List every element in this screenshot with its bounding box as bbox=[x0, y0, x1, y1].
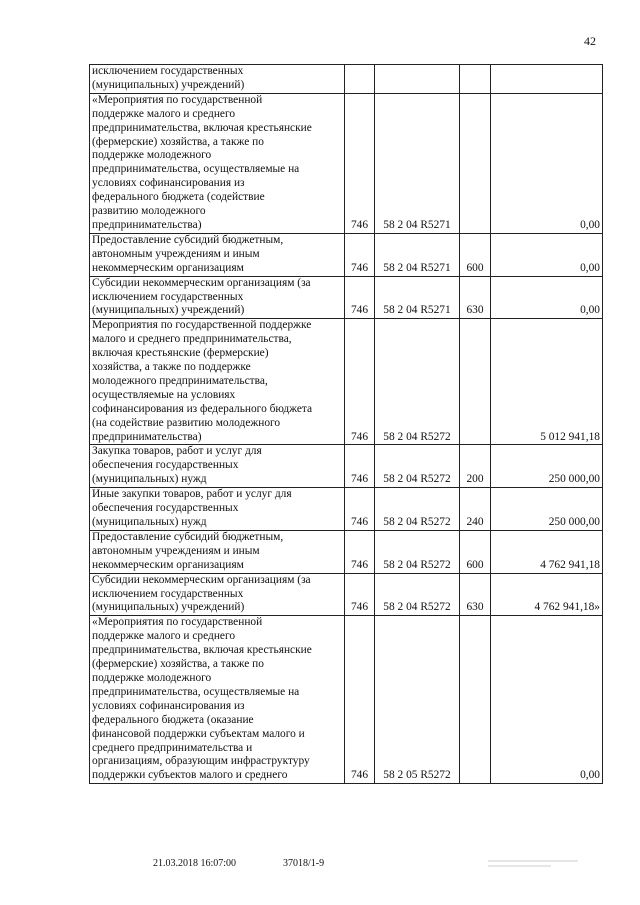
row-target-code: 58 2 04 R5272 bbox=[375, 488, 460, 531]
row-admin-code: 746 bbox=[345, 445, 375, 488]
row-target-code: 58 2 04 R5272 bbox=[375, 573, 460, 616]
row-admin-code bbox=[345, 65, 375, 94]
page-number: 42 bbox=[584, 34, 596, 48]
row-admin-code: 746 bbox=[345, 488, 375, 531]
row-expense-type: 600 bbox=[460, 530, 491, 573]
row-target-code: 58 2 05 R5272 bbox=[375, 616, 460, 784]
row-admin-code: 746 bbox=[345, 616, 375, 784]
row-name: Мероприятия по государственной поддержке малого и среднего предпринимательства, включая крестьянские (фермерские) хозяйства, а также по поддержке молодежного предпринимательства, осуществляемые на условиях софинансирования из федерального бюджета (на содействие развитию молодежного предпринимательства) bbox=[90, 319, 345, 445]
row-admin-code: 746 bbox=[345, 573, 375, 616]
table-row bbox=[90, 488, 603, 531]
row-name: Закупка товаров, работ и услуг для обеспечения государственных (муниципальных) нужд bbox=[90, 445, 345, 488]
table-row bbox=[90, 445, 603, 488]
row-expense-type bbox=[460, 65, 491, 94]
row-sum: 250 000,00 bbox=[491, 488, 603, 531]
row-name: «Мероприятия по государственной поддержке малого и среднего предпринимательства, включая крестьянские (фермерские) хозяйства, а также по поддержке молодежного предпринимательства, осуществляемые на условиях софинансирования из федерального бюджета (содействие развитию молодежного предпринимательства) bbox=[90, 93, 345, 233]
row-sum: 4 762 941,18 bbox=[491, 530, 603, 573]
row-admin-code: 746 bbox=[345, 319, 375, 445]
row-target-code: 58 2 04 R5271 bbox=[375, 93, 460, 233]
row-target-code: 58 2 04 R5271 bbox=[375, 233, 460, 276]
table-row bbox=[90, 573, 603, 616]
row-expense-type bbox=[460, 319, 491, 445]
row-sum: 5 012 941,18 bbox=[491, 319, 603, 445]
table-row bbox=[90, 276, 603, 319]
row-sum: 0,00 bbox=[491, 233, 603, 276]
row-target-code: 58 2 04 R5271 bbox=[375, 276, 460, 319]
row-name: Иные закупки товаров, работ и услуг для обеспечения государственных (муниципальных) нужд bbox=[90, 488, 345, 531]
table-row bbox=[90, 616, 603, 784]
table-row bbox=[90, 65, 603, 94]
row-target-code: 58 2 04 R5272 bbox=[375, 530, 460, 573]
row-name: Предоставление субсидий бюджетным, автономным учреждениям и иным некоммерческим организациям bbox=[90, 233, 345, 276]
row-sum: 250 000,00 bbox=[491, 445, 603, 488]
budget-table bbox=[89, 64, 603, 784]
row-sum: 0,00 bbox=[491, 93, 603, 233]
row-admin-code: 746 bbox=[345, 276, 375, 319]
row-admin-code: 746 bbox=[345, 530, 375, 573]
row-name: Субсидии некоммерческим организациям (за исключением государственных (муниципальных) учреждений) bbox=[90, 276, 345, 319]
row-expense-type: 630 bbox=[460, 573, 491, 616]
row-sum bbox=[491, 65, 603, 94]
row-sum: 4 762 941,18» bbox=[491, 573, 603, 616]
row-name: «Мероприятия по государственной поддержке малого и среднего предпринимательства, включая крестьянские (фермерские) хозяйства, а также по поддержке молодежного предпринимательства, осуществляемые на условиях софинансирования из федерального бюджета (оказание финансовой поддержки субъектам малого и среднего предпринимательства и организациям, образующим инфраструктуру поддержки субъектов малого и среднего bbox=[90, 616, 345, 784]
row-expense-type bbox=[460, 93, 491, 233]
row-target-code bbox=[375, 65, 460, 94]
row-sum: 0,00 bbox=[491, 616, 603, 784]
row-sum: 0,00 bbox=[491, 276, 603, 319]
row-expense-type: 600 bbox=[460, 233, 491, 276]
row-expense-type: 240 bbox=[460, 488, 491, 531]
row-name: Субсидии некоммерческим организациям (за исключением государственных (муниципальных) учреждений) bbox=[90, 573, 345, 616]
row-name: исключением государственных (муниципальных) учреждений) bbox=[90, 65, 345, 94]
faint-stamp-mark bbox=[488, 857, 578, 873]
table-row bbox=[90, 530, 603, 573]
row-expense-type: 200 bbox=[460, 445, 491, 488]
table-row bbox=[90, 319, 603, 445]
row-admin-code: 746 bbox=[345, 233, 375, 276]
row-target-code: 58 2 04 R5272 bbox=[375, 445, 460, 488]
table-row bbox=[90, 93, 603, 233]
footer-datetime: 21.03.2018 16:07:00 bbox=[153, 858, 237, 869]
row-admin-code: 746 bbox=[345, 93, 375, 233]
row-target-code: 58 2 04 R5272 bbox=[375, 319, 460, 445]
row-expense-type: 630 bbox=[460, 276, 491, 319]
table-row bbox=[90, 233, 603, 276]
row-expense-type bbox=[460, 616, 491, 784]
footer-document-number: 37018/1-9 bbox=[283, 858, 325, 869]
row-name: Предоставление субсидий бюджетным, автономным учреждениям и иным некоммерческим организациям bbox=[90, 530, 345, 573]
